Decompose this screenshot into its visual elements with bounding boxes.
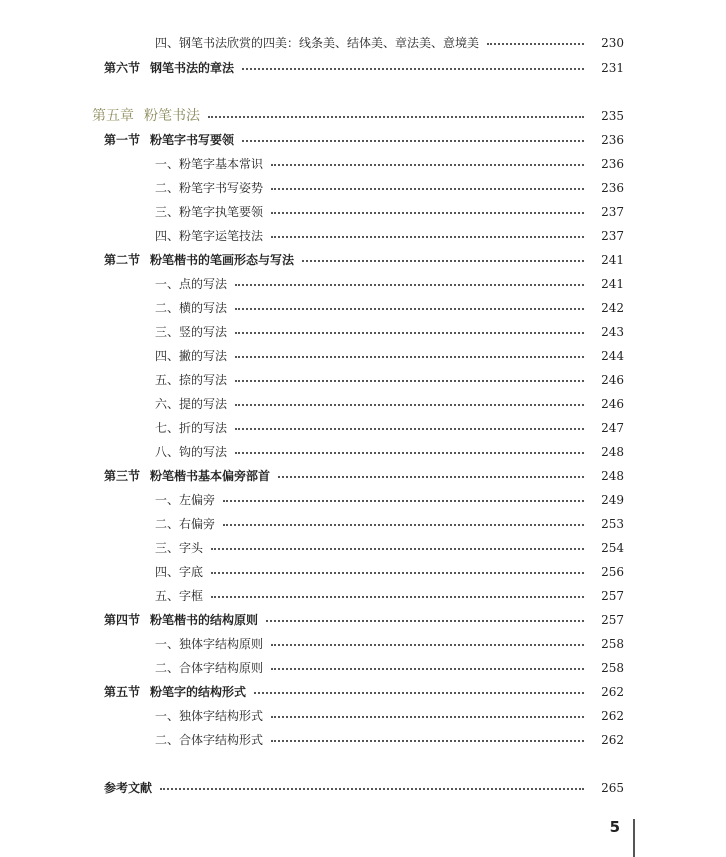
- toc-item: [0, 33, 726, 53]
- leader-dots: [211, 572, 584, 574]
- toc-entry-number: 三、: [155, 325, 180, 339]
- toc-page-number: 247: [601, 421, 624, 435]
- toc-entry-title: 竖的写法: [179, 325, 228, 339]
- toc-entry-title: 钩的写法: [179, 445, 228, 459]
- toc-entry-label: [155, 322, 227, 342]
- toc-entry-number: 三、: [155, 205, 180, 219]
- toc-page-number: 254: [601, 541, 624, 555]
- toc-entry-line: [92, 106, 594, 126]
- toc-entry-line: [104, 58, 594, 78]
- toc-item: [0, 634, 726, 654]
- toc-page-number: 257: [601, 613, 624, 627]
- toc-page-number: 262: [601, 685, 624, 699]
- toc-item: [0, 298, 726, 318]
- toc-entry-number: 五、: [155, 373, 180, 387]
- leader-dots: [242, 68, 584, 70]
- toc-entry-number: 二、: [155, 733, 180, 747]
- leader-dots: [235, 332, 584, 334]
- toc-entry-number: 第一节: [104, 133, 141, 147]
- toc-entry-number: 一、: [155, 493, 180, 507]
- toc-entry-line: [104, 466, 594, 486]
- toc-entry-number: 第三节: [104, 469, 141, 483]
- toc-entry-number: 第六节: [104, 61, 141, 75]
- leader-dots: [302, 260, 584, 262]
- toc-entry-line: [104, 250, 594, 270]
- toc-item: [0, 586, 726, 606]
- toc-page-number: 258: [601, 661, 624, 675]
- toc-section: [0, 130, 726, 150]
- toc-entry-number: 第二节: [104, 253, 141, 267]
- leader-dots: [208, 116, 584, 118]
- toc-entry-title: 粉笔字基本常识: [179, 157, 264, 171]
- toc-entry-line: [155, 562, 594, 582]
- leader-dots: [235, 380, 584, 382]
- leader-dots: [235, 356, 584, 358]
- toc-item: [0, 178, 726, 198]
- toc-entry-label: [155, 346, 227, 366]
- toc-entry-number: 四、: [155, 565, 180, 579]
- toc-entry-label: [155, 658, 263, 678]
- toc-entry-line: [155, 514, 594, 534]
- toc-entry-label: [155, 274, 227, 294]
- leader-dots: [235, 428, 584, 430]
- leader-dots: [211, 596, 584, 598]
- toc-entry-label: [104, 610, 258, 630]
- toc-entry-title: 字底: [179, 565, 204, 579]
- toc-entry-label: [155, 178, 263, 198]
- toc-page-number: 236: [601, 181, 624, 195]
- toc-entry-line: [155, 394, 594, 414]
- toc-entry-number: 一、: [155, 157, 180, 171]
- toc-entry-line: [155, 33, 594, 53]
- toc-entry-line: [155, 178, 594, 198]
- toc-page-number: 246: [601, 373, 624, 387]
- toc-entry-title: 钢笔书法的章法: [150, 61, 235, 75]
- toc-entry-label: [104, 466, 270, 486]
- toc-page-number: 258: [601, 637, 624, 651]
- toc-entry-number: 七、: [155, 421, 180, 435]
- toc-entry-line: [155, 658, 594, 678]
- leader-dots: [223, 500, 584, 502]
- toc-entry-title: 粉笔字运笔技法: [179, 229, 264, 243]
- toc-page-number: 237: [601, 229, 624, 243]
- toc-entry-line: [155, 634, 594, 654]
- toc-entry-title: 提的写法: [179, 397, 228, 411]
- toc-entry-label: [104, 58, 234, 78]
- toc-section: [0, 778, 726, 798]
- toc-entry-label: [155, 418, 227, 438]
- toc-entry-title: 点的写法: [179, 277, 228, 291]
- toc-page-number: 249: [601, 493, 624, 507]
- toc-item: [0, 370, 726, 390]
- toc-page-number: 244: [601, 349, 624, 363]
- toc-page-number: 262: [601, 733, 624, 747]
- toc-entry-number: 三、: [155, 541, 180, 555]
- toc-entry-title: 粉笔楷书基本偏旁部首: [150, 469, 271, 483]
- footer-rule: [633, 819, 635, 857]
- toc-page-number: 237: [601, 205, 624, 219]
- toc-entry-number: 二、: [155, 661, 180, 675]
- toc-entry-label: [104, 250, 294, 270]
- toc-page-number: 242: [601, 301, 624, 315]
- toc-entry-line: [155, 586, 594, 606]
- toc-entry-number: 一、: [155, 637, 180, 651]
- leader-dots: [271, 716, 584, 718]
- page-number: 5: [609, 818, 620, 836]
- toc-item: [0, 346, 726, 366]
- toc-entry-title: 捺的写法: [179, 373, 228, 387]
- leader-dots: [278, 476, 584, 478]
- toc-entry-label: [155, 538, 203, 558]
- toc-entry-line: [155, 346, 594, 366]
- toc-entry-title: 粉笔字书写要领: [150, 133, 235, 147]
- toc-entry-number: 二、: [155, 517, 180, 531]
- toc-entry-label: [155, 154, 263, 174]
- toc-entry-title: 钢笔书法欣赏的四美：线条美、结体美、章法美、意境美: [179, 36, 480, 50]
- toc-item: [0, 442, 726, 462]
- toc-entry-number: 二、: [155, 301, 180, 315]
- toc-page-number: 241: [601, 253, 624, 267]
- toc-entry-line: [155, 154, 594, 174]
- toc-page-number: 262: [601, 709, 624, 723]
- toc-entry-line: [155, 274, 594, 294]
- toc-entry-label: [155, 202, 263, 222]
- toc-item: [0, 538, 726, 558]
- toc-entry-line: [155, 538, 594, 558]
- toc-entry-number: 一、: [155, 277, 180, 291]
- toc-entry-title: 粉笔书法: [144, 108, 200, 124]
- toc-entry-line: [155, 298, 594, 318]
- toc-entry-title: 字头: [179, 541, 204, 555]
- toc-page-number: 248: [601, 445, 624, 459]
- toc-entry-title: 折的写法: [179, 421, 228, 435]
- toc-item: [0, 562, 726, 582]
- toc-entry-label: [104, 778, 152, 798]
- toc-entry-title: 合体字结构原则: [179, 661, 264, 675]
- toc-entry-label: [104, 130, 234, 150]
- toc-entry-title: 撇的写法: [179, 349, 228, 363]
- toc-entry-line: [155, 490, 594, 510]
- toc-item: [0, 322, 726, 342]
- toc-entry-title: 左偏旁: [179, 493, 216, 507]
- toc-entry-title: 粉笔字执笔要领: [179, 205, 264, 219]
- toc-item: [0, 418, 726, 438]
- toc-page-number: 236: [601, 157, 624, 171]
- toc-entry-line: [155, 706, 594, 726]
- toc-section: [0, 58, 726, 78]
- leader-dots: [266, 620, 584, 622]
- toc-page-number: 235: [601, 109, 624, 123]
- toc-page-number: 246: [601, 397, 624, 411]
- toc-page-number: 257: [601, 589, 624, 603]
- leader-dots: [211, 548, 584, 550]
- toc-item: [0, 490, 726, 510]
- toc-entry-number: 第五章: [92, 108, 134, 124]
- toc-entry-title: 横的写法: [179, 301, 228, 315]
- leader-dots: [160, 788, 584, 790]
- toc-entry-title: 粉笔楷书的结构原则: [150, 613, 259, 627]
- toc-entry-label: [155, 298, 227, 318]
- toc-entry-number: 四、: [155, 229, 180, 243]
- toc-entry-number: 四、: [155, 36, 180, 50]
- toc-entry-number: 一、: [155, 709, 180, 723]
- toc-entry-label: [92, 106, 200, 126]
- toc-entry-line: [104, 610, 594, 630]
- toc-item: [0, 394, 726, 414]
- toc-entry-line: [104, 778, 594, 798]
- toc-entry-title: 右偏旁: [179, 517, 216, 531]
- toc-entry-number: 第五节: [104, 685, 141, 699]
- toc-page-number: 256: [601, 565, 624, 579]
- leader-dots: [242, 140, 584, 142]
- toc-item: [0, 514, 726, 534]
- toc-entry-line: [155, 442, 594, 462]
- toc-entry-label: [104, 682, 246, 702]
- toc-entry-label: [155, 442, 227, 462]
- toc-entry-title: 粉笔楷书的笔画形态与写法: [150, 253, 295, 267]
- toc-entry-title: 粉笔字书写姿势: [179, 181, 264, 195]
- toc-entry-title: 字框: [179, 589, 204, 603]
- toc-page-number: 253: [601, 517, 624, 531]
- toc-page-number: 243: [601, 325, 624, 339]
- toc-entry-number: 六、: [155, 397, 180, 411]
- toc-section: [0, 250, 726, 270]
- leader-dots: [487, 43, 584, 45]
- leader-dots: [271, 212, 584, 214]
- toc-entry-line: [104, 130, 594, 150]
- toc-entry-title: 粉笔字的结构形式: [150, 685, 247, 699]
- toc-page-number: 241: [601, 277, 624, 291]
- toc-item: [0, 202, 726, 222]
- toc-entry-label: [155, 370, 227, 390]
- toc-entry-label: [155, 33, 479, 53]
- toc-entry-label: [155, 634, 263, 654]
- toc-entry-line: [155, 418, 594, 438]
- toc-entry-number: 五、: [155, 589, 180, 603]
- toc-entry-label: [155, 514, 215, 534]
- toc-entry-title: 独体字结构形式: [179, 709, 264, 723]
- toc-entry-title: 参考文献: [104, 781, 153, 795]
- leader-dots: [271, 164, 584, 166]
- leader-dots: [223, 524, 584, 526]
- toc-entry-line: [155, 322, 594, 342]
- toc-section: [0, 610, 726, 630]
- toc-page-number: 236: [601, 133, 624, 147]
- toc-item: [0, 658, 726, 678]
- leader-dots: [235, 404, 584, 406]
- toc-entry-line: [155, 730, 594, 750]
- leader-dots: [271, 188, 584, 190]
- toc-section: [0, 682, 726, 702]
- toc-entry-label: [155, 730, 263, 750]
- toc-entry-title: 独体字结构原则: [179, 637, 264, 651]
- toc-entry-number: 四、: [155, 349, 180, 363]
- toc-entry-label: [155, 394, 227, 414]
- toc-item: [0, 226, 726, 246]
- toc-entry-label: [155, 586, 203, 606]
- leader-dots: [271, 236, 584, 238]
- toc-page-number: 248: [601, 469, 624, 483]
- toc-entry-number: 二、: [155, 181, 180, 195]
- toc-entry-line: [155, 370, 594, 390]
- toc-entry-line: [104, 682, 594, 702]
- toc-entry-label: [155, 562, 203, 582]
- leader-dots: [271, 644, 584, 646]
- leader-dots: [235, 452, 584, 454]
- toc-page-number: 231: [601, 61, 624, 75]
- leader-dots: [235, 308, 584, 310]
- toc-page-number: 230: [601, 36, 624, 50]
- toc-item: [0, 706, 726, 726]
- toc-item: [0, 274, 726, 294]
- toc-page-number: 265: [601, 781, 624, 795]
- toc-entry-line: [155, 226, 594, 246]
- toc-entry-label: [155, 226, 263, 246]
- leader-dots: [271, 668, 584, 670]
- leader-dots: [271, 740, 584, 742]
- leader-dots: [235, 284, 584, 286]
- toc-entry-number: 八、: [155, 445, 180, 459]
- toc-entry-label: [155, 490, 215, 510]
- toc-entry-label: [155, 706, 263, 726]
- toc-section: [0, 466, 726, 486]
- toc-entry-title: 合体字结构形式: [179, 733, 264, 747]
- toc-entry-number: 第四节: [104, 613, 141, 627]
- toc-item: [0, 730, 726, 750]
- leader-dots: [254, 692, 584, 694]
- toc-entry-line: [155, 202, 594, 222]
- toc-item: [0, 154, 726, 174]
- toc-chapter: [0, 106, 726, 126]
